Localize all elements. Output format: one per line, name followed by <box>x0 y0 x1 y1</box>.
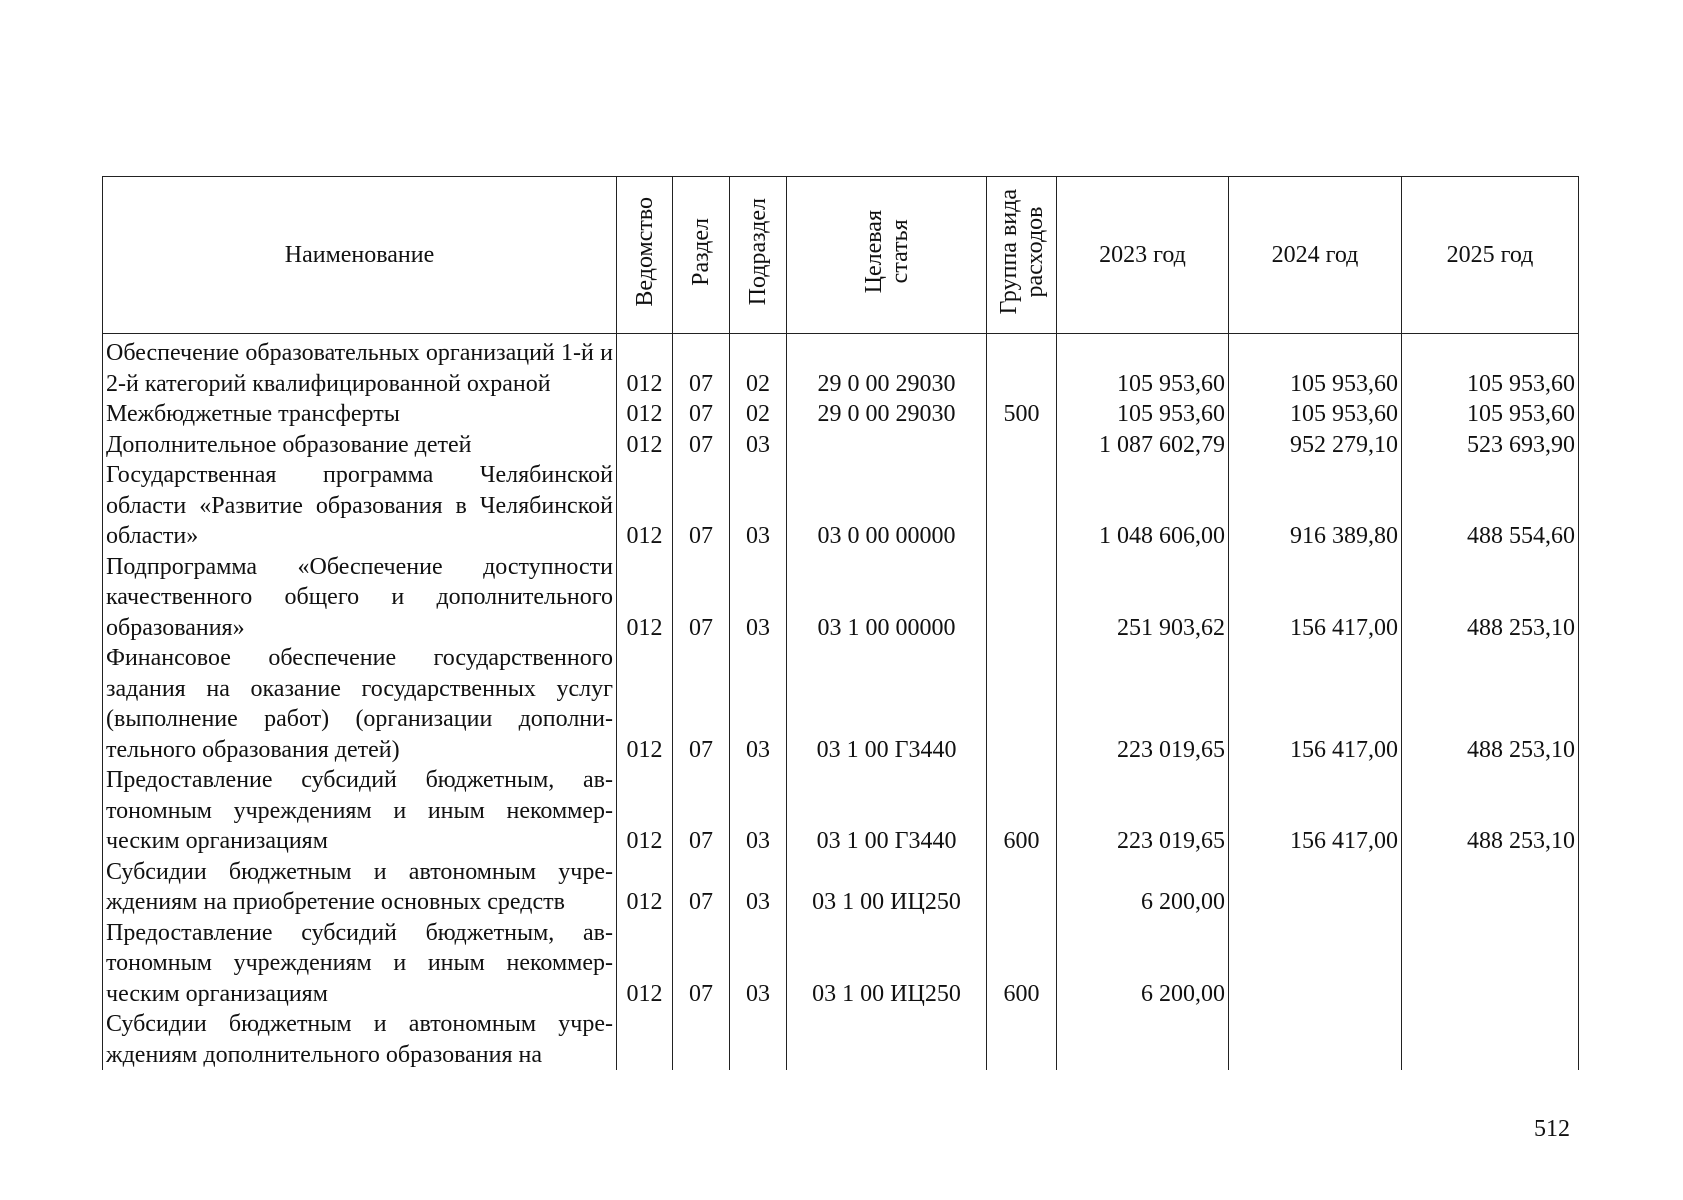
cell-name: Межбюджетные трансферты <box>103 399 617 430</box>
cell-gruppa-vida-raskhodov <box>987 643 1057 765</box>
cell-celevaya-statya: 03 1 00 ИЦ250 <box>787 857 987 918</box>
table-row <box>103 918 1579 1010</box>
cell-name: Государственная программа Челябинской области «Развитие образования в Челябинской области» <box>103 460 617 552</box>
cell-2024 <box>1229 918 1402 1010</box>
cell-celevaya-statya: 03 0 00 00000 <box>787 460 987 552</box>
page-number: 512 <box>1534 1116 1570 1142</box>
budget-table <box>102 176 1579 1070</box>
cell-vedomstvo: 012 <box>617 918 673 1010</box>
cell-podrazdel: 03 <box>730 552 787 644</box>
cell-2024: 156 417,00 <box>1229 765 1402 857</box>
cell-celevaya-statya <box>787 1009 987 1070</box>
cell-name: Субсидии бюджетным и автономным учреждениям на приобретение основных средств <box>103 857 617 918</box>
cell-vedomstvo: 012 <box>617 765 673 857</box>
cell-2023: 6 200,00 <box>1057 857 1229 918</box>
cell-name: Предоставление субсидий бюджетным, автономным учреждениям и иным некоммерческим организациям <box>103 765 617 857</box>
cell-vedomstvo: 012 <box>617 430 673 461</box>
table-row <box>103 430 1579 461</box>
cell-2023: 223 019,65 <box>1057 643 1229 765</box>
cell-2025: 523 693,90 <box>1402 430 1579 461</box>
table-row <box>103 460 1579 552</box>
cell-podrazdel: 03 <box>730 430 787 461</box>
cell-2025: 105 953,60 <box>1402 334 1579 400</box>
cell-vedomstvo: 012 <box>617 643 673 765</box>
cell-2025 <box>1402 1009 1579 1070</box>
cell-2024: 952 279,10 <box>1229 430 1402 461</box>
cell-razdel: 07 <box>673 399 730 430</box>
cell-name: Дополнительное образование детей <box>103 430 617 461</box>
cell-2023: 251 903,62 <box>1057 552 1229 644</box>
cell-2023: 105 953,60 <box>1057 399 1229 430</box>
cell-celevaya-statya: 03 1 00 00000 <box>787 552 987 644</box>
table-row <box>103 765 1579 857</box>
cell-vedomstvo: 012 <box>617 857 673 918</box>
header-2025: 2025 год <box>1402 177 1579 334</box>
cell-razdel: 07 <box>673 857 730 918</box>
table-row <box>103 1009 1579 1070</box>
cell-gruppa-vida-raskhodov <box>987 334 1057 400</box>
table-header <box>103 177 1579 334</box>
cell-celevaya-statya <box>787 430 987 461</box>
cell-razdel: 07 <box>673 460 730 552</box>
cell-2024: 105 953,60 <box>1229 334 1402 400</box>
cell-vedomstvo <box>617 1009 673 1070</box>
header-2023: 2023 год <box>1057 177 1229 334</box>
cell-celevaya-statya: 03 1 00 Г3440 <box>787 765 987 857</box>
cell-2024: 156 417,00 <box>1229 643 1402 765</box>
cell-celevaya-statya: 03 1 00 ИЦ250 <box>787 918 987 1010</box>
cell-2025: 488 253,10 <box>1402 552 1579 644</box>
table-row <box>103 399 1579 430</box>
cell-2023: 223 019,65 <box>1057 765 1229 857</box>
cell-podrazdel: 03 <box>730 918 787 1010</box>
cell-name: Субсидии бюджетным и автономным учреждениям дополнительного образования на <box>103 1009 617 1070</box>
cell-2025: 488 253,10 <box>1402 765 1579 857</box>
cell-razdel: 07 <box>673 918 730 1010</box>
cell-2025: 105 953,60 <box>1402 399 1579 430</box>
cell-gruppa-vida-raskhodov <box>987 460 1057 552</box>
cell-razdel: 07 <box>673 643 730 765</box>
cell-gruppa-vida-raskhodov <box>987 857 1057 918</box>
cell-razdel: 07 <box>673 334 730 400</box>
cell-2024: 916 389,80 <box>1229 460 1402 552</box>
cell-gruppa-vida-raskhodov <box>987 430 1057 461</box>
header-row <box>103 177 1579 334</box>
table-row <box>103 643 1579 765</box>
cell-vedomstvo: 012 <box>617 460 673 552</box>
cell-name: Предоставление субсидий бюджетным, автономным учреждениям и иным некоммерческим организациям <box>103 918 617 1010</box>
table-row <box>103 552 1579 644</box>
cell-podrazdel: 03 <box>730 643 787 765</box>
cell-celevaya-statya: 29 0 00 29030 <box>787 334 987 400</box>
cell-razdel <box>673 1009 730 1070</box>
cell-2025: 488 554,60 <box>1402 460 1579 552</box>
cell-celevaya-statya: 29 0 00 29030 <box>787 399 987 430</box>
cell-vedomstvo: 012 <box>617 334 673 400</box>
cell-2025: 488 253,10 <box>1402 643 1579 765</box>
cell-2023 <box>1057 1009 1229 1070</box>
cell-gruppa-vida-raskhodov <box>987 552 1057 644</box>
cell-razdel: 07 <box>673 552 730 644</box>
cell-razdel: 07 <box>673 765 730 857</box>
cell-2023: 1 087 602,79 <box>1057 430 1229 461</box>
header-gruppa-vida-raskhodov: Группа вида расходов <box>987 177 1057 334</box>
cell-razdel: 07 <box>673 430 730 461</box>
cell-podrazdel: 02 <box>730 334 787 400</box>
cell-podrazdel: 02 <box>730 399 787 430</box>
table-row <box>103 857 1579 918</box>
cell-2025 <box>1402 857 1579 918</box>
cell-2024 <box>1229 857 1402 918</box>
cell-gruppa-vida-raskhodov: 600 <box>987 918 1057 1010</box>
cell-2023: 1 048 606,00 <box>1057 460 1229 552</box>
cell-2024: 105 953,60 <box>1229 399 1402 430</box>
cell-name: Обеспечение образовательных организаций 1-й и 2-й категорий квалифицированной охраной <box>103 334 617 400</box>
cell-podrazdel <box>730 1009 787 1070</box>
cell-podrazdel: 03 <box>730 857 787 918</box>
cell-2023: 6 200,00 <box>1057 918 1229 1010</box>
header-2024: 2024 год <box>1229 177 1402 334</box>
cell-celevaya-statya: 03 1 00 Г3440 <box>787 643 987 765</box>
cell-2025 <box>1402 918 1579 1010</box>
header-podrazdel: Подраздел <box>730 177 787 334</box>
cell-gruppa-vida-raskhodov <box>987 1009 1057 1070</box>
cell-2024: 156 417,00 <box>1229 552 1402 644</box>
cell-gruppa-vida-raskhodov: 600 <box>987 765 1057 857</box>
cell-2024 <box>1229 1009 1402 1070</box>
cell-gruppa-vida-raskhodov: 500 <box>987 399 1057 430</box>
cell-name: Подпрограмма «Обеспечение доступности качественного общего и дополнительного образования» <box>103 552 617 644</box>
cell-vedomstvo: 012 <box>617 399 673 430</box>
cell-2023: 105 953,60 <box>1057 334 1229 400</box>
header-name: Наименование <box>103 177 617 334</box>
header-razdel: Раздел <box>673 177 730 334</box>
cell-vedomstvo: 012 <box>617 552 673 644</box>
cell-podrazdel: 03 <box>730 460 787 552</box>
table-row <box>103 334 1579 400</box>
table-body <box>103 334 1579 1071</box>
cell-name: Финансовое обеспечение государственного задания на оказание государственных услуг (выполнение работ) (организации дополнительного образования детей) <box>103 643 617 765</box>
header-celevaya-statya: Целевая статья <box>787 177 987 334</box>
header-vedomstvo: Ведомство <box>617 177 673 334</box>
cell-podrazdel: 03 <box>730 765 787 857</box>
